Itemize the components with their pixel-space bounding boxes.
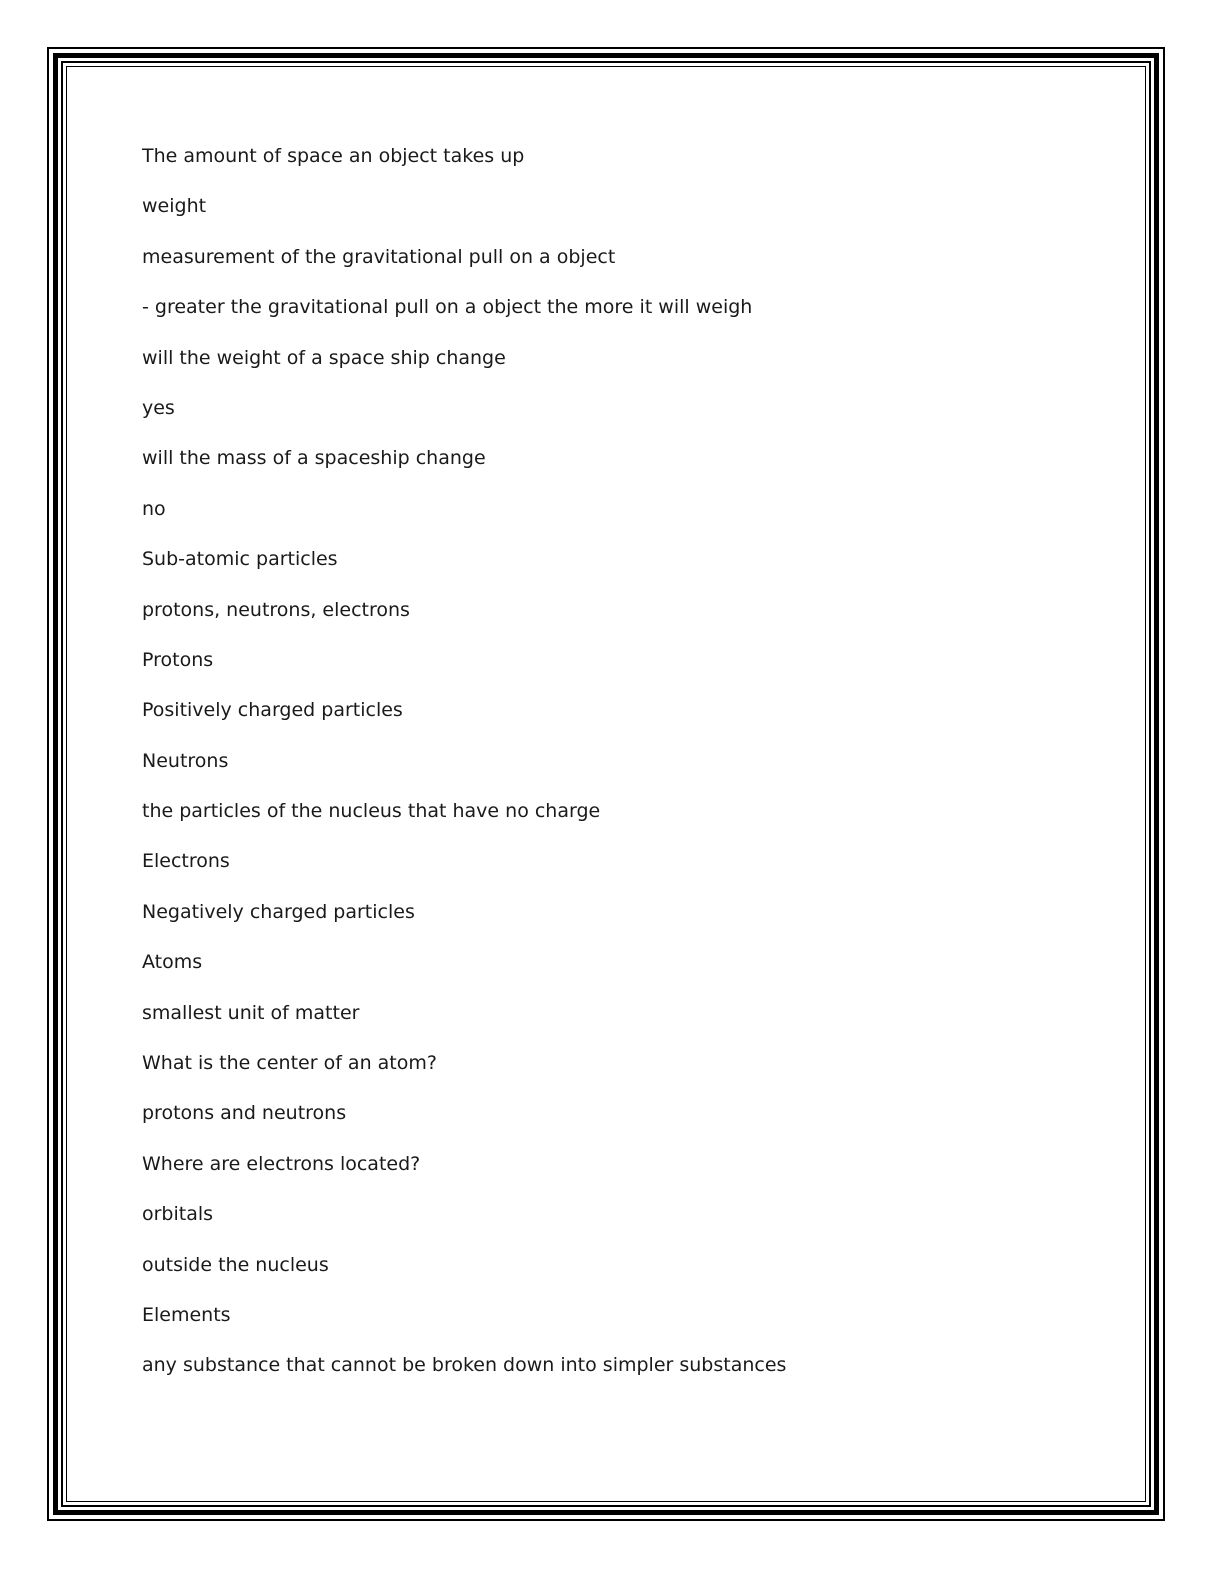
text-line: will the weight of a space ship change [142,346,506,369]
text-line: yes [142,396,175,419]
text-line: Negatively charged particles [142,900,415,923]
text-line: What is the center of an atom? [142,1052,437,1075]
text-line: The amount of space an object takes up [142,145,525,167]
text-line: Electrons [142,850,230,873]
text-line: Elements [142,1303,231,1326]
text-line: any substance that cannot be broken down into simpler substances [142,1354,787,1377]
text-line: - greater the gravitational pull on a object the more it will weigh [142,296,753,319]
text-line: will the mass of a spaceship change [142,447,486,470]
text-line: the particles of the nucleus that have no charge [142,800,601,823]
text-line: smallest unit of matter [142,1001,360,1024]
text-line: Neutrons [142,749,229,772]
text-line: Protons [142,648,214,671]
text-line: weight [142,195,207,218]
text-line: Positively charged particles [142,699,403,722]
text-line: protons, neutrons, electrons [142,598,410,621]
text-line: no [142,497,166,520]
text-line: Sub-atomic particles [142,548,338,571]
text-line: outside the nucleus [142,1253,329,1276]
text-line: protons and neutrons [142,1102,347,1125]
text-line: Atoms [142,951,203,974]
text-line: orbitals [142,1203,214,1226]
document-body [142,141,1102,1401]
text-line: Where are electrons located? [142,1152,421,1175]
text-line: measurement of the gravitational pull on a object [142,245,616,268]
